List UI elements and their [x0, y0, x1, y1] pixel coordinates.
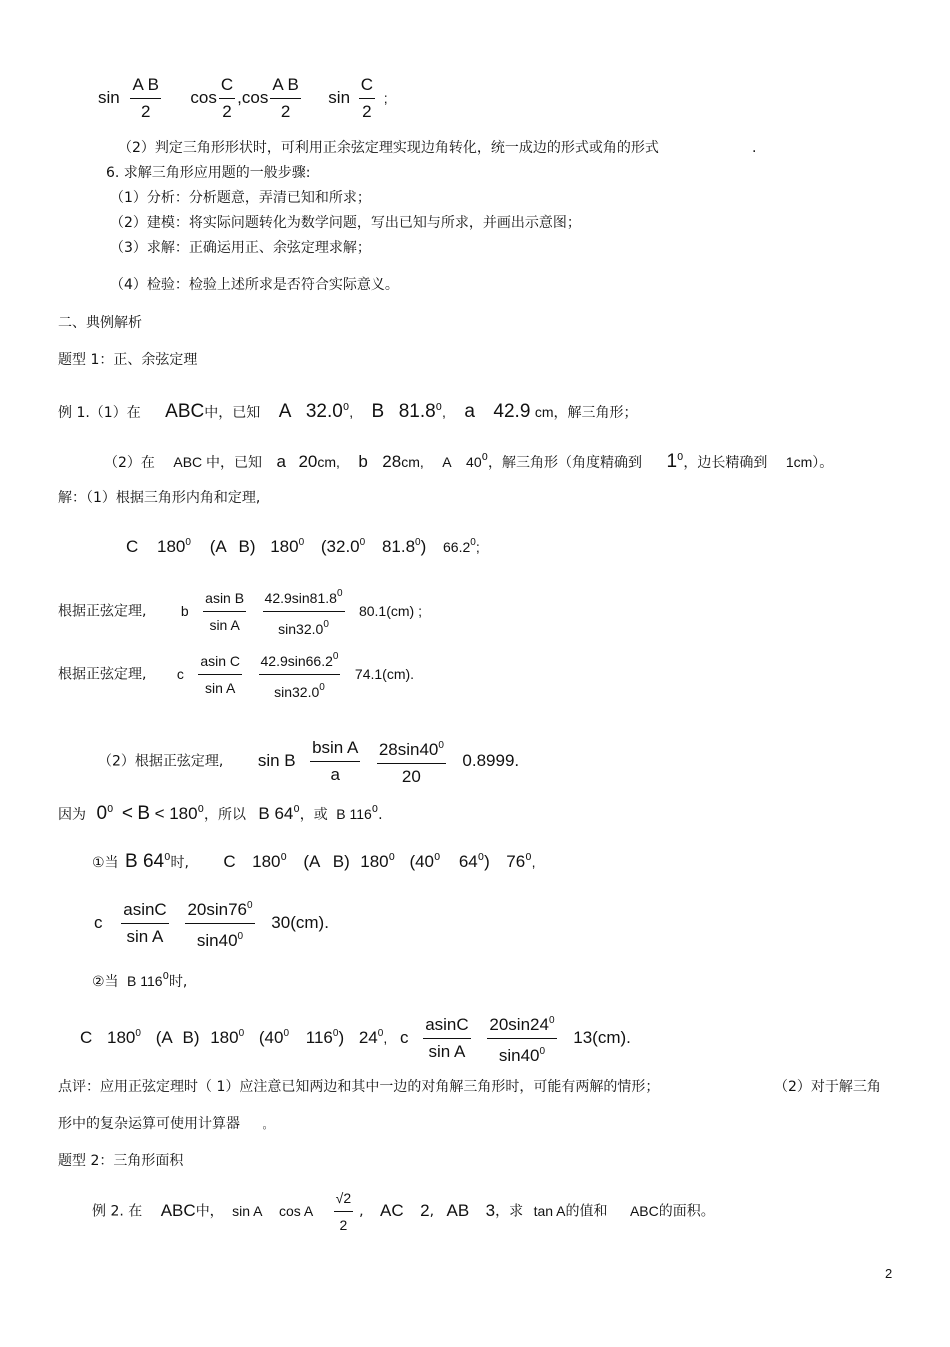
text-sin: sin	[98, 87, 120, 107]
solution-side-c: 根据正弦定理, c $\frac{\text{asin C}}{\text{sin A}}$ $\frac{42.9\sin 66.2^0}{\sin 32.0^0}$ 74.1(cm).	[58, 646, 414, 703]
fraction-sqrt2-over-2: $\frac{√2}{2}$	[334, 1187, 353, 1236]
fraction-asinb-sina: $\frac{\text{asin B}}{\text{sin A}}$	[203, 587, 246, 636]
fraction-bsina-a: $\frac{\text{bsin A}}{a}$	[312, 738, 359, 784]
solution-angle-c: C $180^0$ (A B) $180^0$ (32.0$^0$ 81.8$^0$) 66.2$^0$;	[126, 537, 480, 556]
comment-line-1-end: （2）对于解三角	[774, 1079, 881, 1095]
step-1: （1）分析：分析题意，弄清已知和所求；	[110, 190, 371, 206]
solution-case-1: ①当 B $64^0$时, C $180^0$ (A B) $180^0$ ($40^0$ $64^0$) $76^0$,	[92, 851, 536, 872]
step-3: （3）求解：正确运用正、余弦定理求解；	[110, 240, 371, 256]
fraction-c-numeric: $\frac{42.9\sin 66.2^0}{\sin 32.0^0}$	[259, 646, 341, 703]
fraction-ab-over-2b: $\frac{\text{A B}}{2}$	[272, 75, 299, 121]
page-number: 2	[885, 1266, 893, 1281]
solution-case-1-c: c $\frac{asinC}{\text{sin A}}$ $\frac{20\sin 76^0}{\sin 40^0}$ 30(cm).	[94, 895, 329, 952]
type-1-heading: 题型 1：正、余弦定理	[58, 352, 198, 368]
fraction-c1-symbolic: $\frac{asinC}{\text{sin A}}$	[123, 900, 167, 946]
solution-b-range: 因为 $0^0 < B < 180^0$，所以 B $64^0$，或 B $116^0$.	[58, 803, 383, 824]
fraction-sinb-numeric: $\frac{28\sin 40^0}{20}$	[377, 735, 446, 788]
formula-half-angle: sin $\frac{\text{A B}}{2}$ cos $\frac{C}{2}$ ,cos $\frac{\text{A B}}{2}$ sin $\frac{C}{2}$ ;	[98, 75, 388, 121]
steps-title: 6. 求解三角形应用题的一般步骤:	[106, 165, 311, 181]
solution-side-b: 根据正弦定理, b $\frac{\text{asin B}}{\text{sin A}}$ $\frac{42.9\sin 81.8^0}{\sin 32.0^0}$ 80.1(cm) ;	[58, 583, 422, 640]
text-cos: cos	[190, 87, 217, 107]
comment-line-1: 点评：应用正弦定理时（ 1）应注意已知两边和其中一边的对角解三角形时，可能有两解的情形；	[58, 1079, 660, 1095]
step-2: （2）建模：将实际问题转化为数学问题，写出已知与所求，并画出示意图；	[110, 215, 581, 231]
fraction-c1-numeric: $\frac{20\sin 76^0}{\sin 40^0}$	[185, 895, 254, 952]
fraction-ab-over-2: $\frac{\text{A B}}{2}$	[132, 75, 159, 121]
example-2: 例 2. 在 ABC中， sin A cos A $\frac{√2}{2}$ , AC 2, AB 3，求 tan A的值和 ABC的面积。	[92, 1187, 715, 1236]
fraction-b-numeric: $\frac{42.9\sin 81.8^0}{\sin 32.0^0}$	[263, 583, 345, 640]
item-2-period: .	[752, 140, 757, 156]
fraction-c2-numeric: $\frac{20\sin 24^0}{\sin 40^0}$	[487, 1010, 556, 1067]
item-2-triangle-shape: （2）判定三角形形状时，可利用正余弦定理实现边角转化，统一成边的形式或角的形式	[118, 140, 659, 156]
fraction-c2-symbolic: $\frac{asinC}{\text{sin A}}$	[425, 1015, 469, 1061]
solution-label: 解：（1）根据三角形内角和定理,	[58, 490, 261, 506]
solution-part-2-sinb: （2）根据正弦定理, sin B $\frac{\text{bsin A}}{a}$ $\frac{28\sin 40^0}{20}$ 0.8999.	[98, 735, 519, 788]
example-1-part-2: （2）在 ABC 中，已知 a 20cm, b 28cm, A $40^0$，解三角形（角度精确到 $1^0$，边长精确到 1cm）。	[104, 451, 834, 472]
fraction-asinc-sina: $\frac{\text{asin C}}{\text{sin A}}$	[198, 650, 242, 699]
comment-line-2: 形中的复杂运算可使用计算器 。	[58, 1116, 274, 1132]
fraction-c-over-2: $\frac{C}{2}$	[220, 75, 234, 121]
solution-case-2: ②当 B $116^0$时,	[92, 971, 188, 990]
solution-case-2-c: C $180^0$ (A B) $180^0$ ($40^0$ $116^0$) $24^0$, c $\frac{asinC}{\text{sin A}}$ $\frac{20\sin 24^0}{\sin 40^0}$ 13(cm).	[80, 1010, 631, 1067]
type-2-heading: 题型 2：三角形面积	[58, 1153, 184, 1169]
example-1-part-1: 例 1.（1）在 ABC中，已知 A 32.0$^0$, B 81.8$^0$, a 42.9 cm，解三角形；	[58, 401, 638, 422]
section-heading: 二、典例解析	[58, 315, 142, 331]
fraction-c-over-2b: $\frac{C}{2}$	[360, 75, 374, 121]
step-4: （4）检验：检验上述所求是否符合实际意义。	[110, 277, 399, 293]
